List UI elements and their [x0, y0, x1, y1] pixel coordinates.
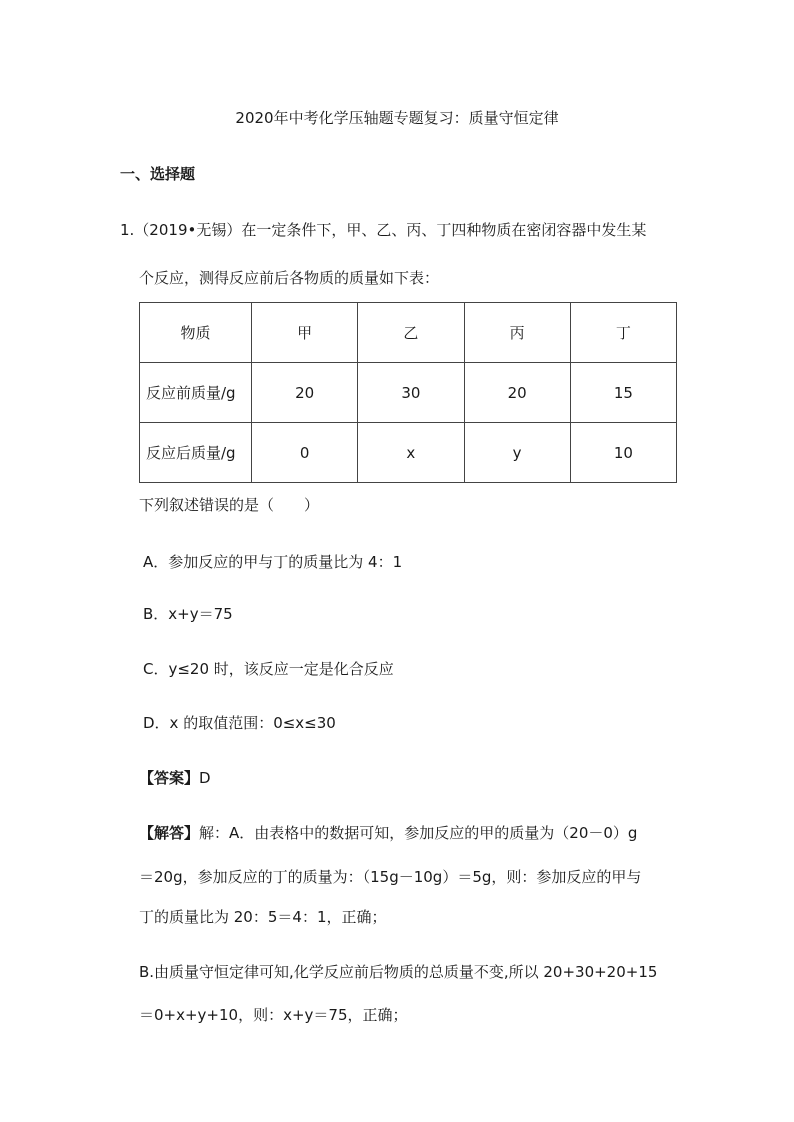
question-prompt: 下列叙述错误的是（ ）: [139, 496, 320, 514]
table-cell: 反应前质量/g: [140, 363, 252, 423]
table-header-cell: 乙: [358, 303, 464, 363]
table-cell: 反应后质量/g: [140, 423, 252, 483]
section-heading: 一、选择题: [120, 165, 196, 183]
explanation-line-4: B.由质量守恒定律可知,化学反应前后物质的总质量不变,所以 20+30+20+15: [139, 963, 658, 981]
table-cell: x: [358, 423, 464, 483]
table-header-row: [140, 303, 677, 363]
table-cell: 0: [252, 423, 358, 483]
mass-table: [139, 302, 677, 483]
table-cell: y: [464, 423, 570, 483]
option-b: B．x+y＝75: [143, 605, 233, 623]
table-cell: 20: [252, 363, 358, 423]
table-row: [140, 423, 677, 483]
answer-label: 【答案】: [139, 769, 200, 787]
explanation-line-2: ＝20g，参加反应的丁的质量为：（15g－10g）＝5g，则：参加反应的甲与: [139, 868, 642, 886]
table-row: [140, 363, 677, 423]
table-header-cell: 丁: [570, 303, 676, 363]
answer-value: D: [199, 769, 211, 787]
explanation-text: 解：A．由表格中的数据可知，参加反应的甲的质量为（20－0）g: [199, 824, 638, 842]
table-header-cell: 物质: [140, 303, 252, 363]
table-cell: 10: [570, 423, 676, 483]
table-header-cell: 丙: [464, 303, 570, 363]
option-c: C．y≤20 时，该反应一定是化合反应: [143, 660, 394, 678]
question-text-line-2: 个反应，测得反应前后各物质的质量如下表：: [139, 269, 440, 287]
explanation-line-1: [139, 822, 637, 843]
table-header-cell: 甲: [252, 303, 358, 363]
table-cell: 15: [570, 363, 676, 423]
page-title: 2020年中考化学压轴题专题复习：质量守恒定律: [235, 109, 559, 127]
table-cell: 20: [464, 363, 570, 423]
explanation-line-5: ＝0+x+y+10，则：x+y＝75，正确；: [139, 1006, 408, 1024]
explanation-line-3: 丁的质量比为 20：5＝4：1，正确；: [139, 908, 387, 926]
option-a: A．参加反应的甲与丁的质量比为 4：1: [143, 553, 403, 571]
option-d: D．x 的取值范围：0≤x≤30: [143, 714, 336, 732]
answer-line: [139, 767, 211, 788]
explanation-label: 【解答】: [139, 824, 200, 842]
table-cell: 30: [358, 363, 464, 423]
question-text-line-1: 1.（2019•无锡）在一定条件下，甲、乙、丙、丁四种物质在密闭容器中发生某: [120, 221, 647, 239]
